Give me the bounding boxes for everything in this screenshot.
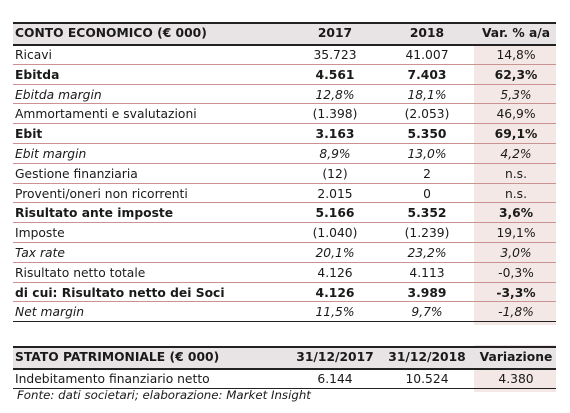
row-label: di cui: Risultato netto dei Soci (15, 285, 225, 300)
value-variation: 14,8% (496, 48, 536, 62)
row-label: Ebit (15, 127, 43, 142)
source-note: Fonte: dati societari; elaborazione: Market Insight (17, 388, 311, 402)
income-statement-header (13, 22, 556, 46)
value-2017: (12) (322, 166, 348, 181)
balance-sheet-header (13, 346, 556, 370)
table-row (13, 144, 556, 164)
value-2018: 2 (423, 166, 431, 181)
header-2017: 2017 (317, 26, 353, 40)
value-variation: 3,6% (498, 206, 534, 221)
row-label: Ammortamenti e svalutazioni (15, 107, 197, 122)
value-variation: 5,3% (500, 87, 532, 102)
row-label: Proventi/oneri non ricorrenti (15, 186, 188, 201)
value-2018: 5.352 (407, 206, 447, 221)
row-label: Risultato netto totale (15, 265, 146, 280)
value-2017: 35.723 (313, 48, 357, 62)
value-2017: 8,9% (319, 147, 351, 161)
header-2018: 2018 (409, 26, 445, 40)
table-row (13, 184, 556, 204)
value-variation: n.s. (504, 166, 528, 181)
value-2018: 5.350 (407, 127, 447, 142)
table-row (13, 283, 556, 303)
value-variation: -1,8% (498, 305, 534, 320)
value-2018: 4.113 (409, 265, 445, 280)
value-2018: 13,0% (407, 147, 447, 161)
table-row (13, 243, 556, 263)
table-row (13, 45, 556, 65)
header-date-2018: 31/12/2018 (388, 350, 466, 364)
table-row (13, 223, 556, 243)
row-label: Risultato ante imposte (15, 206, 174, 221)
header-date-2017: 31/12/2017 (296, 350, 374, 364)
value-variation: 4,2% (500, 147, 532, 161)
row-label: Indebitamento finanziario netto (15, 372, 210, 386)
value-2018: (2.053) (404, 107, 450, 122)
value-2017: 20,1% (315, 246, 355, 260)
value-2018: 0 (423, 186, 431, 201)
value-variation: 46,9% (496, 107, 536, 122)
value-2017: (1.040) (312, 226, 358, 241)
value-variation: 19,1% (496, 226, 536, 241)
value-2017: 4.561 (315, 67, 355, 82)
header-label: STATO PATRIMONIALE (€ 000) (15, 350, 220, 364)
table-row (13, 369, 556, 389)
value-2018: 41.007 (405, 48, 449, 62)
value-variation: 62,3% (494, 67, 538, 82)
value-2018: 9,7% (411, 305, 443, 320)
row-label: Ricavi (15, 48, 52, 62)
row-label: Tax rate (15, 246, 65, 260)
value-2018: (1.239) (404, 226, 450, 241)
row-label: Net margin (15, 305, 85, 320)
value-variation: -3,3% (496, 285, 536, 300)
row-label: Gestione finanziaria (15, 166, 138, 181)
value-2018: 7.403 (407, 67, 447, 82)
row-divider (13, 321, 556, 322)
value-2017: 11,5% (315, 305, 355, 320)
header-label: CONTO ECONOMICO (€ 000) (15, 26, 207, 40)
value-2018: 23,2% (407, 246, 447, 260)
value-2017: (1.398) (312, 107, 358, 122)
table-row (13, 85, 556, 105)
row-label: Ebit margin (15, 147, 87, 161)
table-row (13, 124, 556, 144)
value-2018: 3.989 (407, 285, 447, 300)
header-variation: Var. % a/a (481, 26, 551, 40)
table-row (13, 164, 556, 184)
table-row (13, 65, 556, 85)
table-row (13, 302, 556, 322)
value-2017: 6.144 (317, 372, 353, 386)
table-row (13, 263, 556, 283)
row-label: Ebitda (15, 67, 60, 82)
value-2017: 3.163 (315, 127, 355, 142)
table-row (13, 104, 556, 124)
value-2017: 2.015 (317, 186, 353, 201)
value-variation: 4.380 (498, 372, 534, 386)
row-label: Imposte (15, 226, 65, 241)
value-variation: 3,0% (500, 246, 532, 260)
value-2017: 5.166 (315, 206, 355, 221)
header-variation: Variazione (479, 350, 553, 364)
value-2018: 10.524 (405, 372, 449, 386)
value-2018: 18,1% (407, 87, 447, 102)
table-row (13, 203, 556, 223)
value-2017: 4.126 (315, 285, 355, 300)
value-variation: 69,1% (494, 127, 538, 142)
value-variation: -0,3% (498, 265, 534, 280)
value-variation: n.s. (504, 186, 528, 201)
value-2017: 4.126 (317, 265, 353, 280)
row-label: Ebitda margin (15, 87, 102, 102)
value-2017: 12,8% (315, 87, 355, 102)
